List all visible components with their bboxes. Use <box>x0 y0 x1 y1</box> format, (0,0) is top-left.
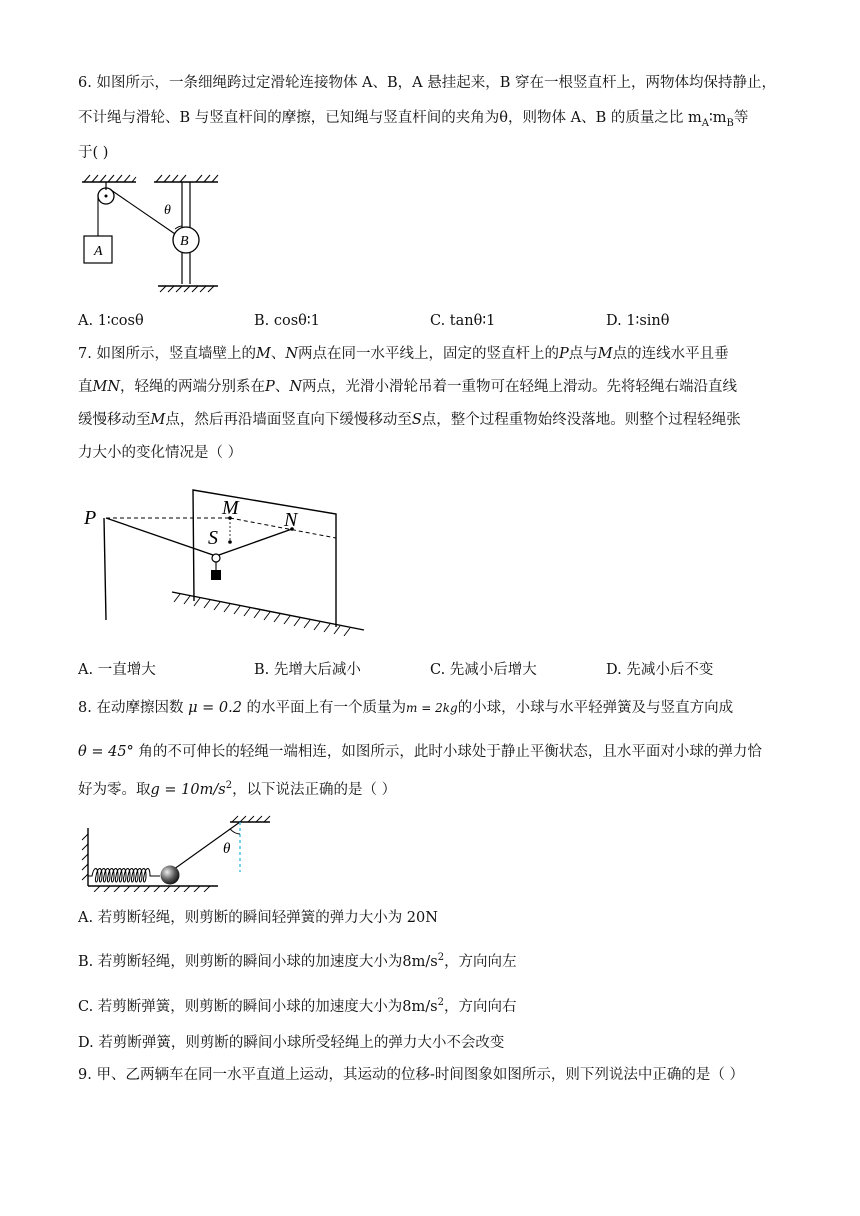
q9-stem-line-1: 9. 甲、乙两辆车在同一水平直道上运动，其运动的位移-时间图象如图所示，则下列说法中正确的是（ ） <box>78 1067 744 1083</box>
q7-l3-c: 点，整个过程重物始终没落地。则整个过程轻绳张 <box>421 412 741 428</box>
q7-l2-mn: MN <box>92 379 121 395</box>
q7-label-n: N <box>284 509 298 531</box>
q7-l1-a: 7. 如图所示，竖直墙壁上的 <box>78 346 256 362</box>
q8-l1-a: 8. 在动摩擦因数 <box>78 700 184 716</box>
q8-figure <box>80 812 275 892</box>
q6-line2-text: 不计绳与滑轮、B 与竖直杆间的摩擦，已知绳与竖直杆间的夹角为θ，则物体 A、B 的质量之比 m <box>78 110 702 126</box>
q6-line2-mid: ∶m <box>708 110 727 126</box>
q7-figure <box>80 484 380 636</box>
q8-optb-sup: 2 <box>437 952 445 963</box>
q8-option-c[interactable] <box>78 993 788 1017</box>
q7-l2-a: 直 <box>78 379 93 395</box>
q8-optb-dir: ，方向向左 <box>444 953 517 970</box>
q6-line2-end: 等 <box>733 110 749 126</box>
q8-optc-text: C. 若剪断弹簧，则剪断的瞬间小球的加速度大小为 <box>78 998 403 1015</box>
q8-optb-text: B. 若剪断轻绳，则剪断的瞬间小球的加速度大小为 <box>78 953 403 970</box>
q8-l3-a: 好为零。取 <box>78 781 151 798</box>
q7-l2-n: N <box>289 379 302 395</box>
q6-label-theta: θ <box>164 203 171 218</box>
q8-g-value: g = 10m/s <box>150 781 226 798</box>
q6-sub-a: A <box>701 117 709 129</box>
q6-option-b[interactable]: B. cosθ∶1 <box>254 313 320 329</box>
q6-label-a: A <box>94 244 103 259</box>
q8-optc-sup: 2 <box>437 997 444 1008</box>
q7-l1-b: 、 <box>270 346 286 362</box>
q8-l2-b: 角的不可伸长的轻绳一端相连，如图所示，此时小球处于静止平衡状态，且水平面对小球的弹力恰 <box>138 744 762 760</box>
q7-l3-b: 点，然后再沿墙面竖直向下缓慢移动至 <box>165 412 412 428</box>
q8-mass-value: m = 2kg <box>406 701 458 715</box>
q8-option-b[interactable] <box>78 948 788 972</box>
q7-l3-m: M <box>150 412 166 428</box>
q8-optc-value: 8m/s <box>402 998 438 1015</box>
q7-l3-s: S <box>411 412 422 428</box>
q8-mu-value: μ = 0.2 <box>188 700 242 716</box>
q8-option-d[interactable]: D. 若剪断弹簧，则剪断的瞬间小球所受轻绳上的弹力大小不会改变 <box>78 1035 505 1051</box>
q8-l3-b: ，以下说法正确的是（ ） <box>232 781 397 798</box>
q8-option-a[interactable]: A. 若剪断轻绳，则剪断的瞬间轻弹簧的弹力大小为 20N <box>78 910 438 926</box>
q7-l3-a: 缓慢移动至 <box>78 412 151 428</box>
q6-option-a[interactable]: A. 1∶cosθ <box>78 313 144 329</box>
q8-g-sup: 2 <box>225 780 233 791</box>
q7-stem-line-3 <box>78 410 788 430</box>
q7-label-s: S <box>208 527 218 549</box>
q7-stem-line-2 <box>78 377 788 397</box>
q6-label-b: B <box>180 234 189 249</box>
q7-l2-d: 两点，光滑小滑轮吊着一重物可在轻绳上滑动。先将轻绳右端沿直线 <box>302 379 737 395</box>
q7-l1-m: M <box>255 346 271 362</box>
q6-stem-line-3: 于( ) <box>78 145 109 161</box>
q7-l1-n: N <box>285 346 298 362</box>
q8-optb-value: 8m/s <box>402 953 438 970</box>
q7-stem-line-4: 力大小的变化情况是（ ） <box>78 445 243 461</box>
q8-theta-value: θ = 45° <box>78 744 134 760</box>
q7-stem-line-1 <box>78 344 788 364</box>
q6-stem-line-2 <box>78 108 788 134</box>
q7-option-c[interactable]: C. 先减小后增大 <box>430 662 537 678</box>
q7-l2-p: P <box>265 379 275 395</box>
q8-stem-line-1 <box>78 698 788 718</box>
q7-l2-c: 、 <box>274 379 290 395</box>
q8-l1-c: 的小球，小球与水平轻弹簧及与竖直方向成 <box>457 700 734 716</box>
q7-l2-b: ，轻绳的两端分别系在 <box>120 379 266 395</box>
q7-l1-p: P <box>559 346 569 362</box>
q8-stem-line-2 <box>78 742 788 762</box>
q7-l1-d: 点与 <box>568 346 598 362</box>
q7-l1-c: 两点在同一水平线上，固定的竖直杆上的 <box>298 346 559 362</box>
q6-option-d[interactable]: D. 1∶sinθ <box>606 313 670 329</box>
q7-l1-m2: M <box>597 346 613 362</box>
q7-option-b[interactable]: B. 先增大后减小 <box>254 662 361 678</box>
q8-label-theta: θ <box>223 841 231 857</box>
q8-optc-dir: ，方向向右 <box>443 998 517 1015</box>
q6-option-c[interactable]: C. tanθ∶1 <box>430 313 496 329</box>
q7-option-a[interactable]: A. 一直增大 <box>78 662 156 678</box>
q8-l1-b: 的水平面上有一个质量为 <box>246 700 407 716</box>
q7-l1-e: 点的连线水平且垂 <box>612 346 729 362</box>
q7-option-d[interactable]: D. 先减小后不变 <box>606 662 714 678</box>
q7-label-p: P <box>84 507 97 529</box>
q8-stem-line-3 <box>78 776 788 800</box>
q6-figure <box>78 172 228 294</box>
q6-stem-line-1: 6. 如图所示，一条细绳跨过定滑轮连接物体 A、B，A 悬挂起来，B 穿在一根竖直杆上，两物体均保持静止， <box>78 75 777 91</box>
q6-sub-b: B <box>726 117 734 129</box>
q7-label-m: M <box>222 497 239 519</box>
